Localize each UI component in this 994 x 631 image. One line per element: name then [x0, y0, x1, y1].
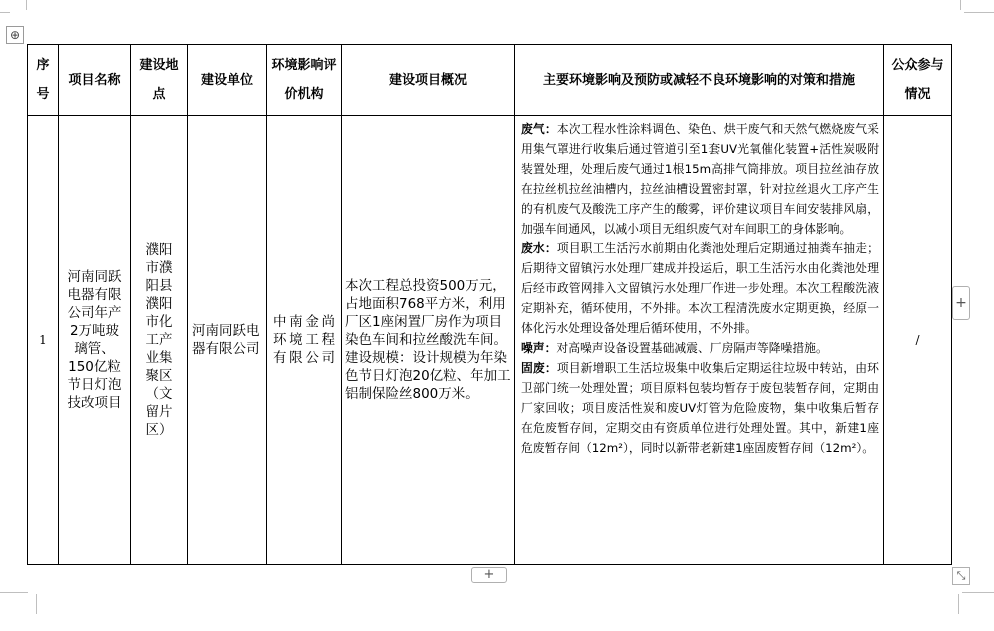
cell-measures[interactable]	[515, 116, 884, 565]
page-corner-mark	[962, 592, 994, 593]
measure-water-label: 废水：	[521, 241, 557, 256]
table-move-icon[interactable]: ⊕	[6, 26, 24, 44]
project-table	[27, 44, 952, 565]
measure-solid-waste-label: 固废：	[521, 360, 557, 375]
measure-noise-text: 对高噪声设备设置基础减震、厂房隔声等降噪措施。	[556, 340, 828, 355]
measure-air-text: 本次工程水性涂料调色、染色、烘干废气和天然气燃烧废气采用集气罩进行收集后通过管道引至1套UV光氧催化装置+活性炭吸附装置处理，处理后废气通过1根15m高排气筒排放。项目拉丝油存放在拉丝机拉丝油槽内，拉丝油槽设置密封罩，针对拉丝退火工序产生的有机废气及酸洗工序产生的酸雾，评价建议项目车间安装排风扇，加强车间通风，以减小项目无组织废气对车间职工的身体影响。	[521, 122, 879, 236]
table-resize-icon[interactable]: ⤡	[952, 567, 970, 585]
cell-no[interactable]: 1	[28, 116, 59, 565]
header-project-name: 项目名称	[59, 45, 131, 116]
measure-noise	[521, 339, 879, 359]
measure-solid-waste	[521, 359, 879, 459]
cell-location[interactable]: 濮阳市濮阳县濮阳市化工产业集聚区（文留片区）	[131, 116, 188, 565]
header-no: 序号	[28, 45, 59, 116]
measure-water-text: 项目职工生活污水前期由化粪池处理后定期通过抽粪车抽走；后期待文留镇污水处理厂建成并投运后，职工生活污水由化粪池处理后经市政管网排入文留镇污水处理厂作进一步处理。本次工程酸洗液定期补充，循环使用，不外排。本次工程清洗废水定期更换，经原一体化污水处理设备处理后循环使用，不外排。	[521, 241, 879, 336]
page-corner-mark	[12, 0, 27, 10]
add-row-icon[interactable]: +	[471, 567, 507, 583]
cell-overview[interactable]: 本次工程总投资500万元，占地面积768平方米，利用厂区1座闲置厂房作为项目染色车间和拉丝酸洗车间。建设规模：设计规模为年染色节日灯泡20亿粒、年加工铝制保险丝800万米。	[342, 116, 515, 565]
header-overview: 建设项目概况	[342, 45, 515, 116]
page-corner-mark	[960, 0, 975, 10]
table-header-row	[28, 45, 952, 116]
add-column-icon[interactable]: +	[952, 286, 970, 320]
page-corner-mark	[958, 594, 973, 614]
page-corner-mark	[0, 12, 10, 13]
header-builder: 建设单位	[188, 45, 267, 116]
measure-air-label: 废气：	[521, 122, 557, 136]
header-public: 公众参与情况	[884, 45, 952, 116]
page-corner-mark	[22, 594, 37, 614]
cell-public[interactable]: /	[884, 116, 952, 565]
cell-builder[interactable]: 河南同跃电器有限公司	[188, 116, 267, 565]
measure-water	[521, 239, 879, 339]
table-row	[28, 116, 952, 565]
cell-project-name[interactable]: 河南同跃电器有限公司年产2万吨玻璃管、150亿粒节日灯泡技改项目	[59, 116, 131, 565]
header-measures: 主要环境影响及预防或减轻不良环境影响的对策和措施	[515, 45, 884, 116]
page-corner-mark	[964, 12, 994, 13]
measure-noise-label: 噪声：	[521, 340, 557, 355]
header-eia-agency: 环境影响评价机构	[267, 45, 342, 116]
measure-solid-waste-text: 项目新增职工生活垃圾集中收集后定期运往垃圾中转站，由环卫部门统一处理处置；项目原料包装均暂存于废包装暂存间，定期由厂家回收；项目废活性炭和废UV灯管为危险废物，集中收集后暂存在危废暂存间，定期交由有资质单位进行处理处置。其中，新建1座危废暂存间（12m²），同时以新带老新建1座固废暂存间（12m²）。	[521, 360, 879, 455]
page-corner-mark	[0, 592, 28, 593]
measure-air	[521, 120, 879, 239]
header-location: 建设地点	[131, 45, 188, 116]
cell-eia-agency[interactable]: 中南金尚环境工程有限公司	[267, 116, 342, 565]
